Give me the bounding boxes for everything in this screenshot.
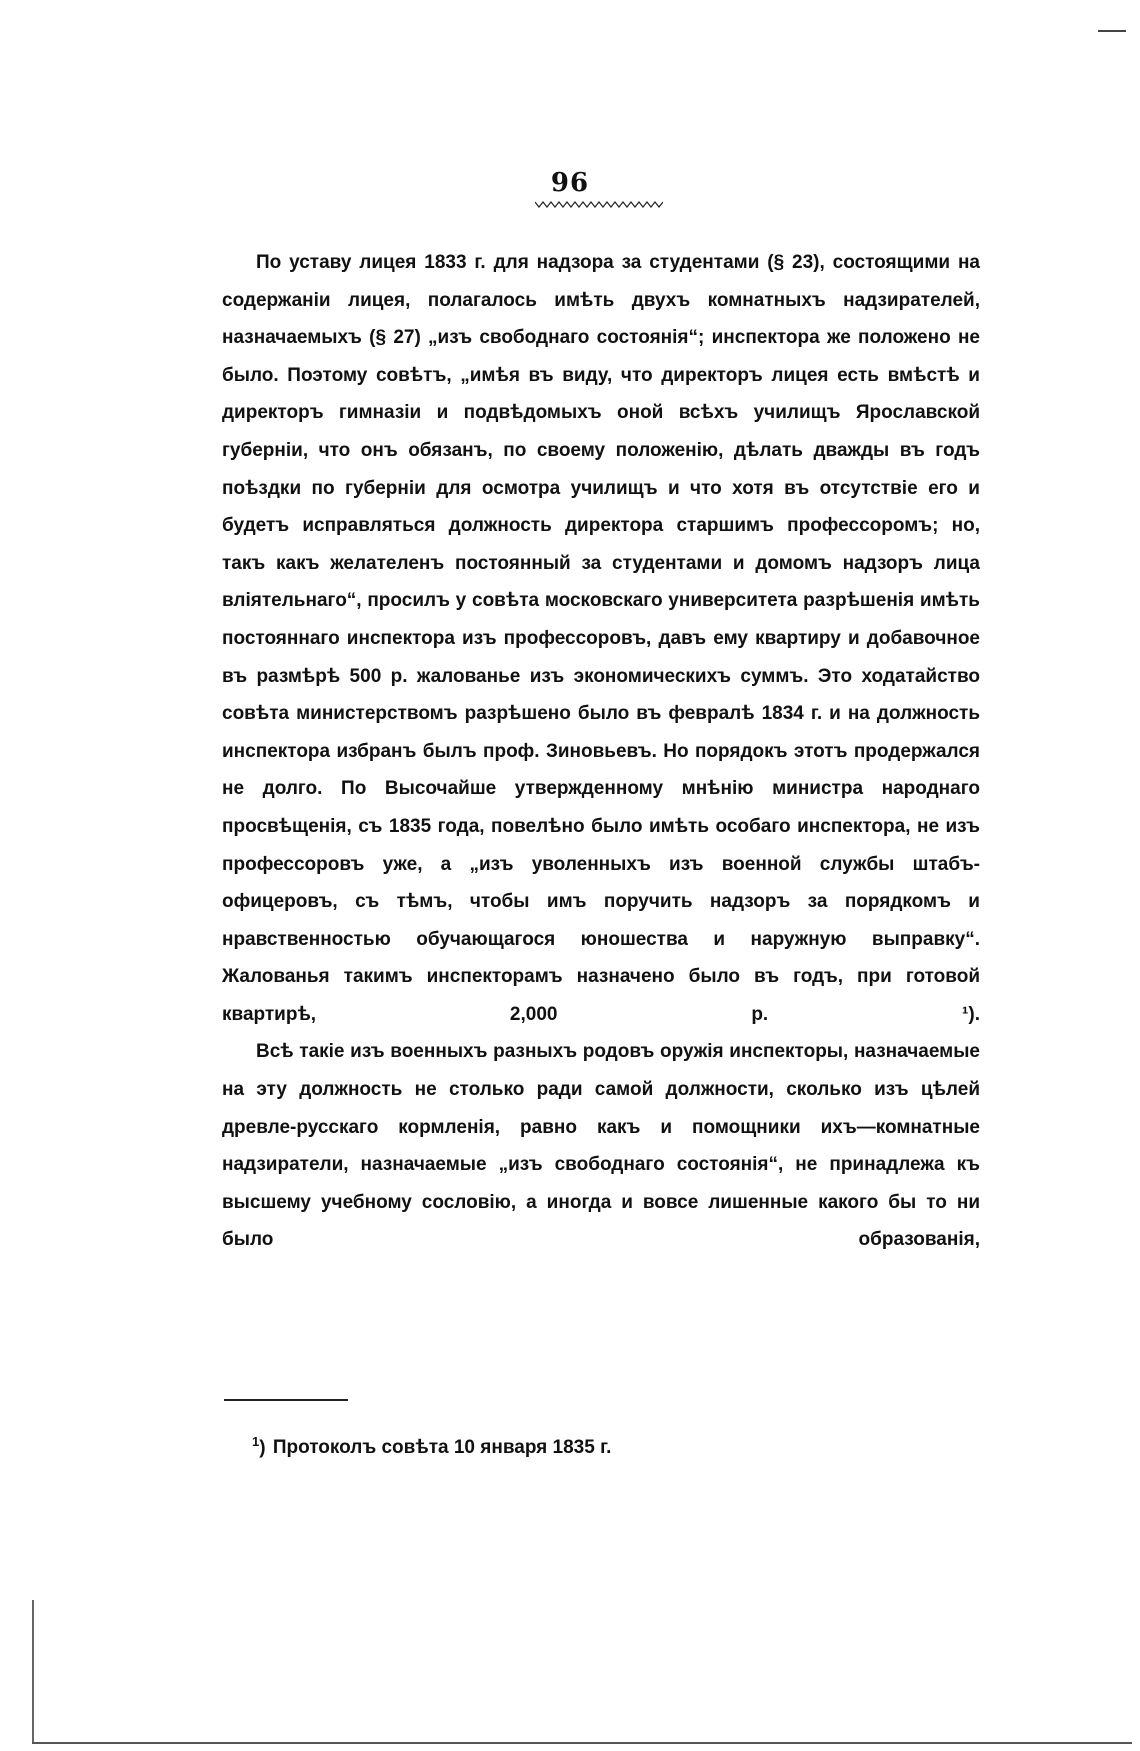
scan-edge-mark: [1098, 30, 1126, 32]
footnote-marker: 1: [252, 1434, 260, 1449]
footnote-paren: ): [259, 1437, 266, 1459]
page-number: 96: [550, 168, 590, 198]
footnote-separator: [224, 1399, 348, 1401]
footnote-text: Протоколъ совѣта 10 января 1835 г.: [272, 1437, 612, 1459]
page-number-ornament: [535, 199, 663, 209]
scan-left-edge: [32, 1600, 34, 1742]
scan-bottom-edge: [32, 1742, 1132, 1744]
paragraph-2: Всѣ такіе изъ военныхъ разныхъ родовъ оружія инспекторы, назначаемые на эту должность не столько ради самой должности, сколько изъ цѣлей древле-русскаго кормленія, равно какъ и помощники ихъ—комнатные надзиратели, назначаемые „изъ свободнаго состоянія“, не принадлежа къ высшему учебному сословію, а иногда и вовсе лишенные какого бы то ни было образованія,: [222, 1041, 980, 1251]
main-text: [222, 244, 980, 1259]
paragraph-1: По уставу лицея 1833 г. для надзора за студентами (§ 23), состоящими на содержаніи лицея, полагалось имѣть двухъ комнатныхъ надзирателей, назначаемыхъ (§ 27) „изъ свободнаго состоянія“; инспектора же положено не было. Поэтому совѣтъ, „имѣя въ виду, что директоръ лицея есть вмѣстѣ и директоръ гимназіи и подвѣдомыхъ оной всѣхъ училищъ Ярославской губерніи, что онъ обязанъ, по своему положенію, дѣлать дважды въ годъ поѣздки по губерніи для осмотра училищъ и что хотя въ отсутствіе его и будетъ исправляться должность директора старшимъ профессоромъ; но, такъ какъ желателенъ постоянный за студентами и домомъ надзоръ лица вліятельнаго“, просилъ у совѣта московскаго университета разрѣшенія имѣть постояннаго инспектора изъ профессоровъ, давъ ему квартиру и добавочное въ размѣрѣ 500 р. жалованье изъ экономическихъ суммъ. Это ходатайство совѣта министерствомъ разрѣшено было въ февралѣ 1834 г. и на должность инспектора избранъ былъ проф. Зиновьевъ. Но порядокъ этотъ продержался не долго. По Высочайше утвержденному мнѣнію министра народнаго просвѣщенія, съ 1835 года, повелѣно было имѣть особаго инспектора, не изъ профессоровъ уже, а „изъ уволенныхъ изъ военной службы штабъ-офицеровъ, съ тѣмъ, чтобы имъ поручить надзоръ за порядкомъ и нравственностью обучающагося юношества и наружную выправку“. Жалованья такимъ инспекторамъ назначено было въ годъ, при готовой квартирѣ, 2,000 р. ¹).: [222, 252, 980, 1025]
footnote: [252, 1434, 611, 1459]
